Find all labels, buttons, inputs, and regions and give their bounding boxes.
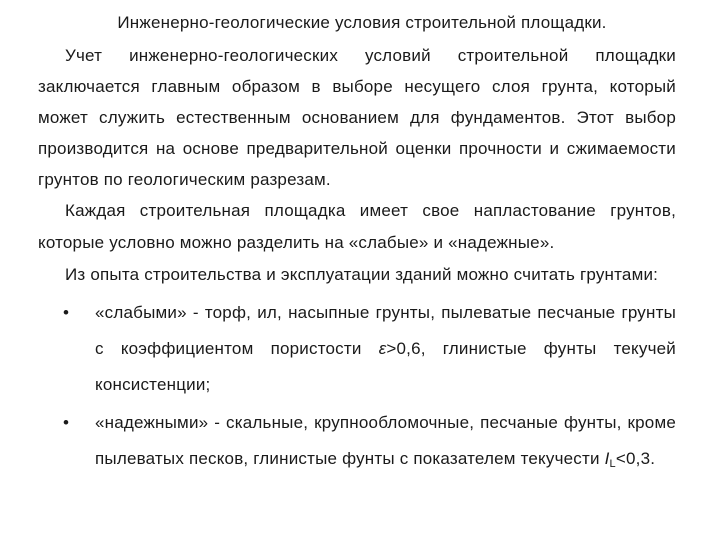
porosity-symbol: ε <box>378 339 387 358</box>
reliable-soils-text: «надежными» - скальные, крупнообломочные, песчаные фунты, кроме пылеватых песков, глинистые фунты с показателем текучести <box>95 413 676 468</box>
weak-soils-tail: >0,6, глинистые фунты текучей консистенции; <box>95 339 676 394</box>
list-item-reliable-soils <box>38 405 676 477</box>
reliable-soils-tail: <0,3. <box>615 449 656 468</box>
soil-types-list <box>38 295 676 477</box>
liquidity-index-symbol: I <box>604 449 610 468</box>
paragraph-soil-classification: Из опыта строительства и эксплуатации зданий можно считать грунтами: <box>65 265 659 284</box>
paragraph-soil-conditions: Учет инженерно-геологических условий строительной площадки заключается главным образом в выборе несущего слоя грунта, который может служить естественным основанием для фундаментов. Этот выбор производится на основе предварительной оценки прочности и сжимаемости грунтов по геологическим разрезам. <box>38 46 676 189</box>
bullet-icon: • <box>63 303 70 322</box>
slide-content <box>38 8 676 479</box>
bullet-icon: • <box>63 413 70 432</box>
paragraph-soil-layers: Каждая строительная площадка имеет свое напластование грунтов, которые условно можно разделить на «слабые» и «надежные». <box>38 201 676 252</box>
weak-soils-text: «слабыми» - торф, ил, насыпные грунты, пылеватые песчаные грунты с коэффициентом пористости <box>95 303 676 358</box>
liquidity-index-subscript: L <box>609 458 616 470</box>
list-item-weak-soils <box>38 295 676 403</box>
slide-title: Инженерно-геологические условия строительной площадки. <box>117 13 607 32</box>
